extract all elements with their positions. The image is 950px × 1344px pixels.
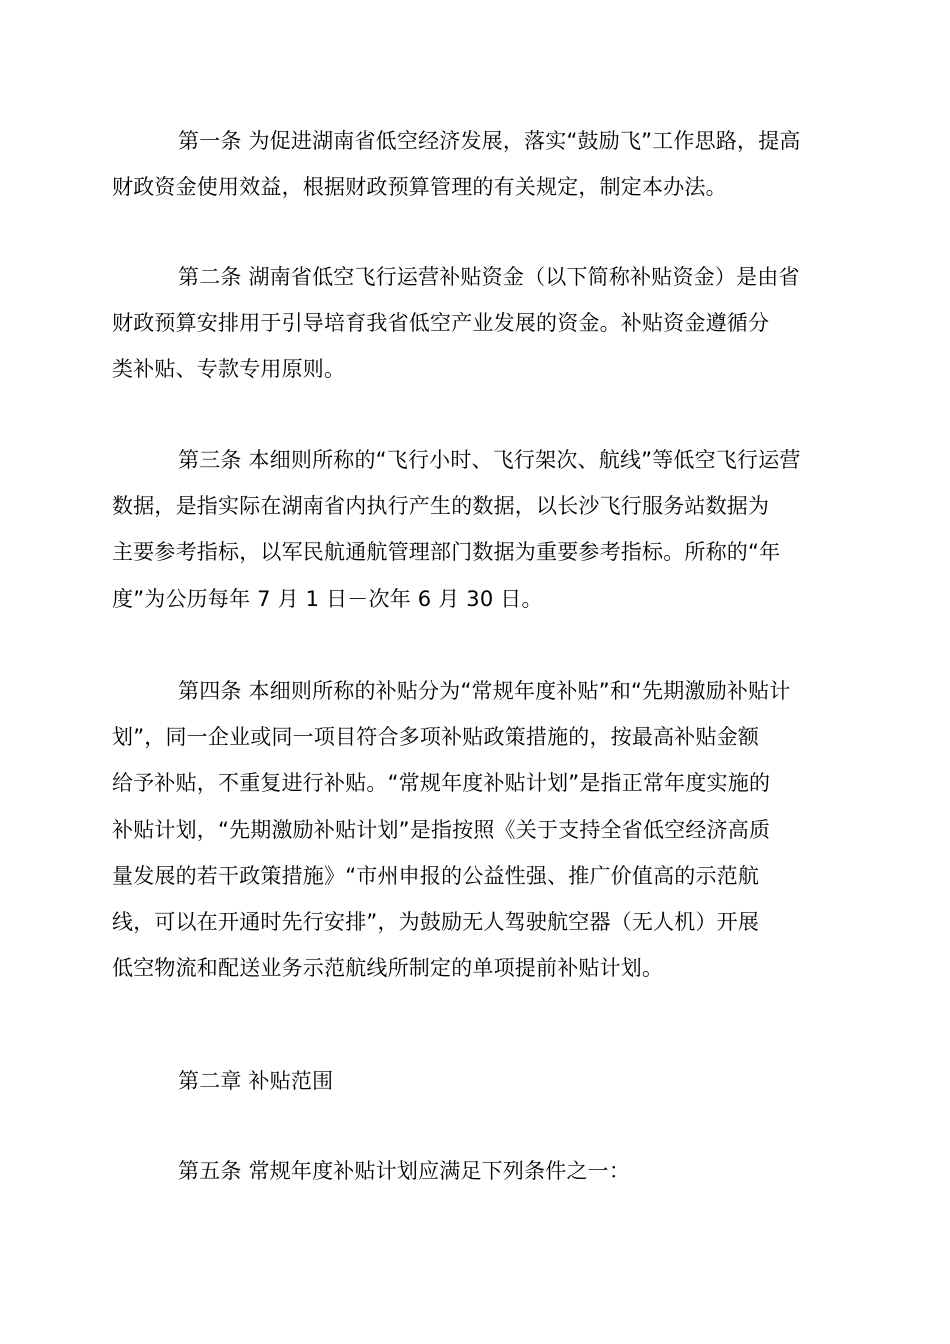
text-line: 第二章 补贴范围 [178,1069,334,1093]
text-line: 第四条 本细则所称的补贴分为“常规年度补贴”和“先期激励补贴计 [178,679,791,703]
text-line: 财政资金使用效益，根据财政预算管理的有关规定，制定本办法。 [112,175,727,200]
text-line: 线，可以在开通时先行安排”，为鼓励无人驾驶航空器（无人机）开展 [112,910,760,935]
text-line: 第三条 本细则所称的“飞行小时、飞行架次、航线”等低空飞行运营 [178,448,801,472]
text-line: 低空物流和配送业务示范航线所制定的单项提前补贴计划。 [112,956,664,981]
article-1-paragraph [112,118,805,210]
text-line: 第五条 常规年度补贴计划应满足下列条件之一： [178,1159,631,1183]
text-line: 划”，同一企业或同一项目符合多项补贴政策措施的，按最高补贴金额 [112,725,760,750]
text-line: 量发展的若干政策措施》“市州申报的公益性强、推广价值高的示范航 [112,863,760,888]
article-3-paragraph [112,437,805,622]
text-line: 类补贴、专款专用原则。 [112,357,346,382]
chapter-2-heading [145,1058,805,1104]
text-line: 度”为公历每年 7 月 1 日－次年 6 月 30 日。 [112,586,543,611]
text-line: 第一条 为促进湖南省低空经济发展，落实“鼓励飞”工作思路，提高 [178,129,801,153]
article-4-paragraph [112,668,805,991]
text-line: 第二条 湖南省低空飞行运营补贴资金（以下简称补贴资金）是由省 [178,265,800,289]
text-line: 补贴计划，“先期激励补贴计划”是指按照《关于支持全省低空经济高质 [112,817,771,842]
text-line: 数据，是指实际在湖南省内执行产生的数据，以长沙飞行服务站数据为 [112,494,770,519]
text-line: 给予补贴，不重复进行补贴。“常规年度补贴计划”是指正常年度实施的 [112,771,771,796]
article-5-paragraph [145,1148,805,1194]
text-line: 财政预算安排用于引导培育我省低空产业发展的资金。补贴资金遵循分 [112,311,770,336]
article-2-paragraph [112,254,805,393]
text-line: 主要参考指标，以军民航通航管理部门数据为重要参考指标。所称的“年 [112,540,781,565]
